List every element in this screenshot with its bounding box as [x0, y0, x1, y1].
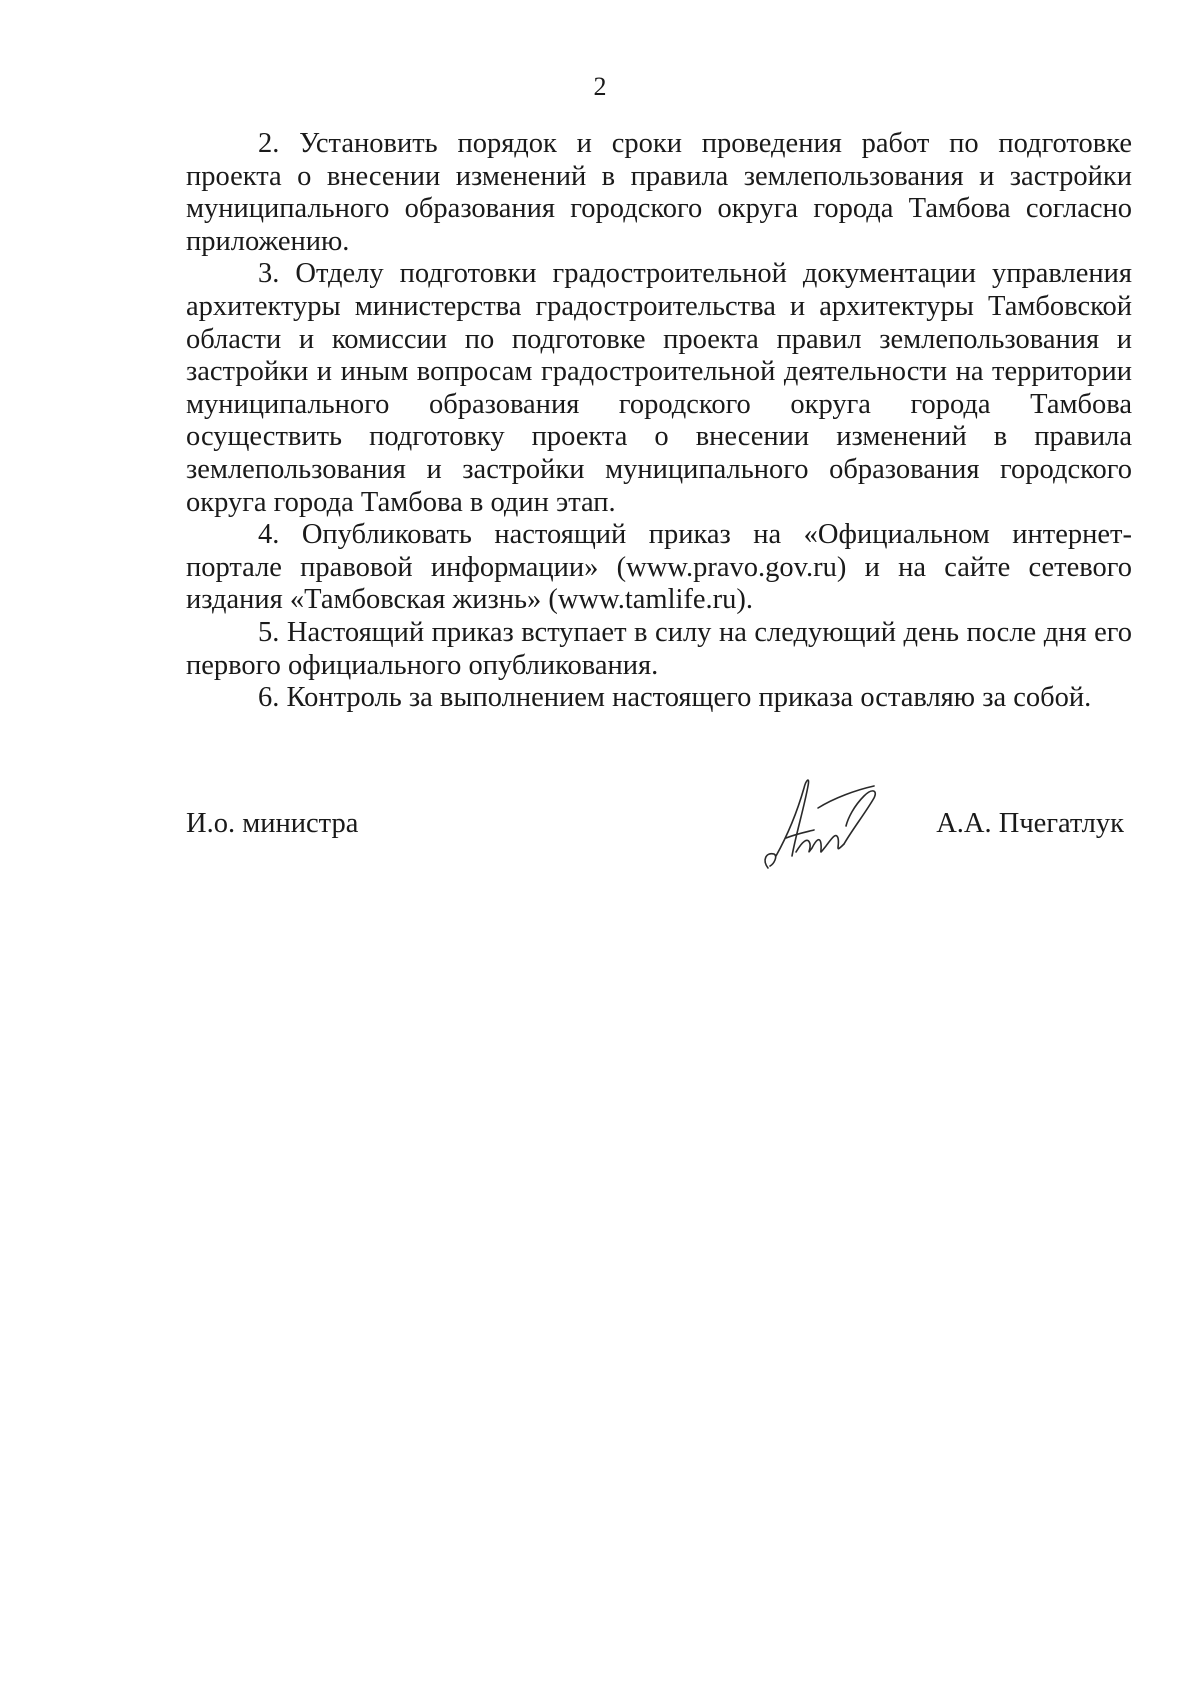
handwritten-signature	[756, 768, 886, 878]
document-body	[186, 128, 1132, 715]
page-number: 2	[593, 72, 607, 101]
signature-block	[186, 800, 1132, 910]
paragraph-5: 5. Настоящий приказ вступает в силу на следующий день после дня его первого официального опубликования.	[186, 616, 1132, 681]
paragraph-2: 2. Установить порядок и сроки проведения работ по подготовке проекта о внесении изменений в правила землепользования и застройки муниципального образования городского округа города Тамбова согласно приложению.	[186, 128, 1132, 257]
signatory-role: И.о. министра	[186, 808, 359, 839]
paragraph-6: 6. Контроль за выполнением настоящего приказа оставляю за собой.	[258, 682, 1092, 714]
signatory-name: А.А. Пчегатлук	[936, 808, 1124, 839]
paragraph-3: 3. Отделу подготовки градостроительной документации управления архитектуры министерства градостроительства и архитектуры Тамбовской области и комиссии по подготовке проекта правил землепользования и застройки и иным вопросам градостроительной деятельности на территории муниципального образования городского округа города Тамбова осуществить подготовку проекта о внесении изменений в правила землепользования и застройки муниципального образования городского округа города Тамбова в один этап.	[186, 258, 1132, 518]
paragraph-4: 4. Опубликовать настоящий приказ на «Официальном интернет-портале правовой информации» (www.pravo.gov.ru) и на сайте сетевого издания «Тамбовская жизнь» (www.tamlife.ru).	[186, 519, 1132, 616]
